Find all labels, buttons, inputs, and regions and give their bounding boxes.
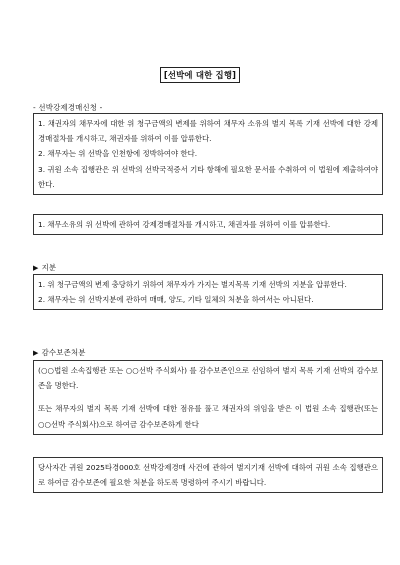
- section-heading-custody-text: 감수보존처분: [41, 348, 86, 357]
- section-heading-application: - 선박강제경매신청 -: [33, 103, 103, 112]
- triangle-right-icon: ▶: [33, 264, 39, 272]
- section-heading-share-text: 지분: [41, 263, 57, 272]
- custody-box: [33, 360, 383, 435]
- application-item-3: 3. 귀원 소속 집행관은 위 선박의 선박국적증서 기타 항해에 필요한 문서를 수취하여 이 법원에 제출하여야 한다.: [38, 164, 378, 189]
- section-heading-share: [33, 262, 56, 273]
- section-heading-custody: [33, 347, 86, 358]
- application-short-box: [33, 214, 383, 235]
- share-item-1: 1. 위 청구금액의 변제 충당하기 위하여 채무자가 가지는 별지목록 기재 선박의 지분을 압류한다.: [38, 280, 347, 289]
- application-item-1: 1. 채권자의 채무자에 대한 위 청구금액의 변제를 위하여 채무자 소유의 별지 목록 기재 선박에 대한 강제경매절차를 개시하고, 채권자를 위하여 이를 압류한다.: [38, 119, 378, 144]
- custody-item-2: 또는 채무자의 별지 목록 기재 선박에 대한 점유를 풀고 채권자의 위임을 받은 이 법원 소속 집행관(또는 ○○선박 주식회사)으로 하여금 감수보존하게 한다: [38, 404, 378, 429]
- page-title: [선박에 대한 집행]: [160, 67, 240, 83]
- application-item-2: 2. 채무자는 위 선박을 인천항에 정박하여야 한다.: [38, 149, 198, 159]
- application-short-item-1: 1. 채무소유의 위 선박에 관하여 강제경매절차를 개시하고, 채권자를 위하여 이를 압류한다.: [38, 220, 331, 229]
- title-wrap: [0, 67, 400, 83]
- custody-request-text: 당사자간 귀원 2025타경000호 선박강제경매 사건에 관하여 별지기재 선박에 대하여 귀원 소속 집행관으로 하여금 감수보존에 필요한 처분을 하도록 명령하여 주시기 바랍니다.: [38, 463, 378, 488]
- custody-item-1: (○○법원 소속집행관 또는 ○○선박 주식회사) 를 감수보존인으로 선임하여 별지 목록 기재 선박의 감수보존을 명한다.: [38, 366, 378, 391]
- share-item-2: 2. 채무자는 위 선박지분에 관하여 매매, 양도, 기타 일체의 처분을 하여서는 아니된다.: [38, 295, 314, 305]
- application-box: [33, 113, 383, 195]
- share-box: [33, 274, 383, 310]
- custody-request-box: [33, 457, 383, 493]
- triangle-right-icon: ▶: [33, 349, 39, 357]
